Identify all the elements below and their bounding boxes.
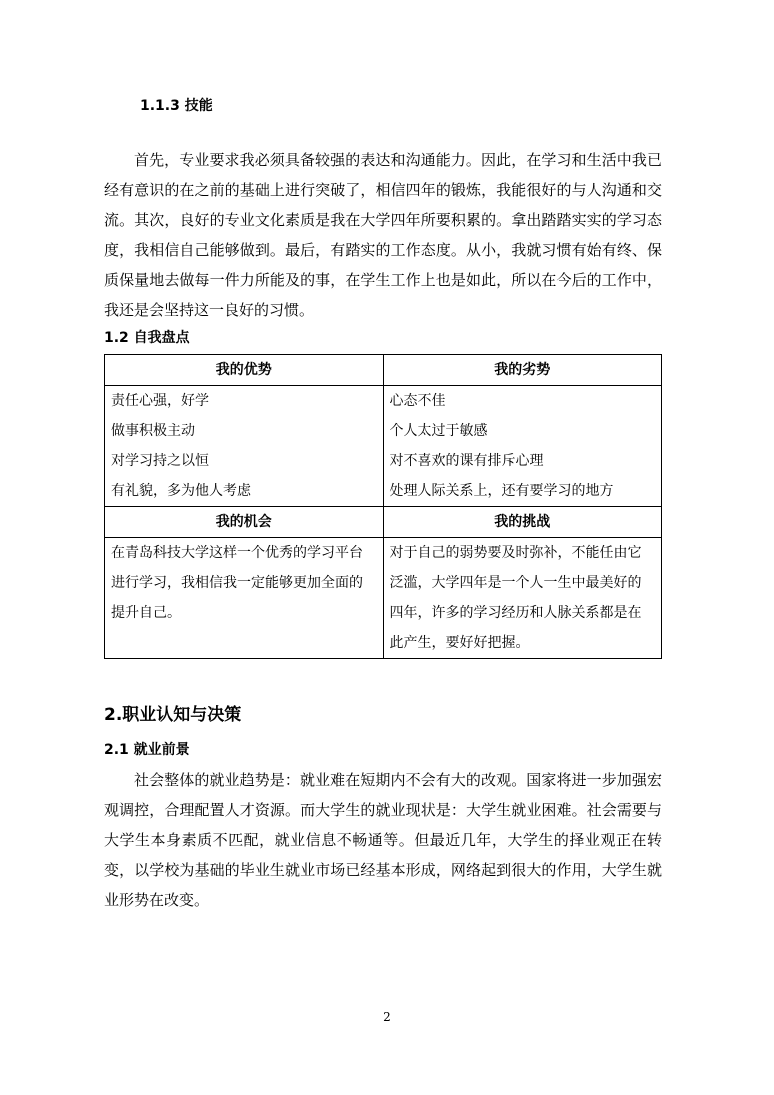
swot-row-ot — [105, 538, 662, 659]
threats-text: 对于自己的弱势要及时弥补，不能任由它泛滥，大学四年是一个人一生中最美好的四年，许多的学习经历和人脉关系都是在此产生，要好好把握。 — [389, 545, 642, 651]
swot-table — [104, 354, 662, 659]
section-heading-1-1-3: 1.1.3 技能 — [140, 98, 213, 114]
weakness-item: 个人太过于敏感 — [389, 423, 488, 439]
swot-header-row-1 — [105, 355, 662, 386]
strengths-header: 我的优势 — [105, 355, 384, 386]
section-heading-2: 2.职业认知与决策 — [104, 705, 242, 725]
strength-item: 责任心强，好学 — [111, 393, 209, 409]
strength-item: 对学习持之以恒 — [111, 453, 209, 469]
section-heading-2-1: 2.1 就业前景 — [104, 742, 190, 758]
section-heading-1-2: 1.2 自我盘点 — [104, 330, 190, 346]
swot-row-sw — [105, 386, 662, 507]
threats-cell — [383, 538, 662, 659]
page-number: 2 — [383, 1010, 391, 1024]
paragraph-skills: 首先，专业要求我必须具备较强的表达和沟通能力。因此，在学习和生活中我已经有意识的在之前的基础上进行突破了，相信四年的锻炼，我能很好的与人沟通和交流。其次，良好的专业文化素质是我在大学四年所要积累的。拿出踏踏实实的学习态度，我相信自己能够做到。最后，有踏实的工作态度。从小，我就习惯有始有终、保质保量地去做每一件力所能及的事，在学生工作上也是如此，所以在今后的工作中，我还是会坚持这一良好的习惯。 — [104, 151, 662, 319]
weakness-item: 处理人际关系上，还有要学习的地方 — [389, 483, 614, 499]
opportunities-cell — [105, 538, 384, 659]
paragraph-employment: 社会整体的就业趋势是：就业难在短期内不会有大的改观。国家将进一步加强宏观调控，合理配置人才资源。而大学生的就业现状是：大学生就业困难。社会需要与大学生本身素质不匹配，就业信息不畅通等。但最近几年，大学生的择业观正在转变，以学校为基础的毕业生就业市场已经基本形成，网络起到很大的作用，大学生就业形势在改变。 — [104, 771, 662, 909]
strengths-cell — [105, 386, 384, 507]
opportunities-header: 我的机会 — [105, 507, 384, 538]
opportunities-text: 在青岛科技大学这样一个优秀的学习平台进行学习，我相信我一定能够更加全面的提升自己。 — [111, 545, 363, 621]
strength-item: 有礼貌，多为他人考虑 — [111, 483, 251, 499]
swot-header-row-2 — [105, 507, 662, 538]
strength-item: 做事积极主动 — [111, 423, 195, 439]
threats-header: 我的挑战 — [383, 507, 662, 538]
weakness-item: 心态不佳 — [389, 393, 446, 409]
weaknesses-header: 我的劣势 — [383, 355, 662, 386]
weakness-item: 对不喜欢的课有排斥心理 — [389, 453, 544, 469]
weaknesses-cell — [383, 386, 662, 507]
